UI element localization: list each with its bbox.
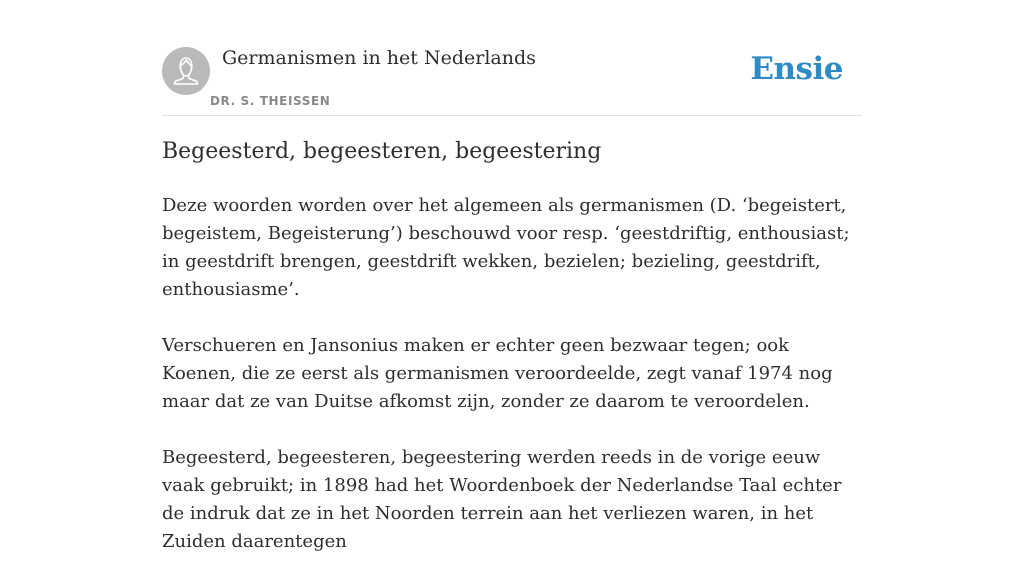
header: [162, 44, 862, 116]
author-avatar[interactable]: [162, 47, 210, 95]
brand-logo[interactable]: Ensie: [750, 51, 843, 87]
paragraph: Deze woorden worden over het algemeen als germanismen (D. ‘begeistert, begeistem, Begeisterung’) beschouwd voor resp. ‘geestdriftig, enthousiast; in geestdrift brengen, geestdrift wekken, bezielen; bezieling, geestdrift, enthousiasme’.: [162, 195, 850, 300]
entry-title: Begeesterd, begeesteren, begeestering: [162, 139, 602, 164]
entry-body: [162, 192, 862, 584]
paragraph: Verschueren en Jansonius maken er echter geen bezwaar tegen; ook Koenen, die ze eerst als germanismen veroordeelde, zegt vanaf 1974 nog maar dat ze van Duitse afkomst zijn, zonder ze daarom te veroordelen.: [162, 335, 833, 412]
author-name[interactable]: DR. S. THEISSEN: [210, 94, 331, 108]
paragraph: Begeesterd, begeesteren, begeestering werden reeds in de vorige eeuw vaak gebruikt; in 1898 had het Woordenboek der Nederlandse Taal echter de indruk dat ze in het Noorden terrein aan het verliezen waren, in het Zuiden daarentegen: [162, 447, 842, 552]
book-title[interactable]: Germanismen in het Nederlands: [222, 47, 536, 69]
user-icon: [162, 47, 210, 95]
